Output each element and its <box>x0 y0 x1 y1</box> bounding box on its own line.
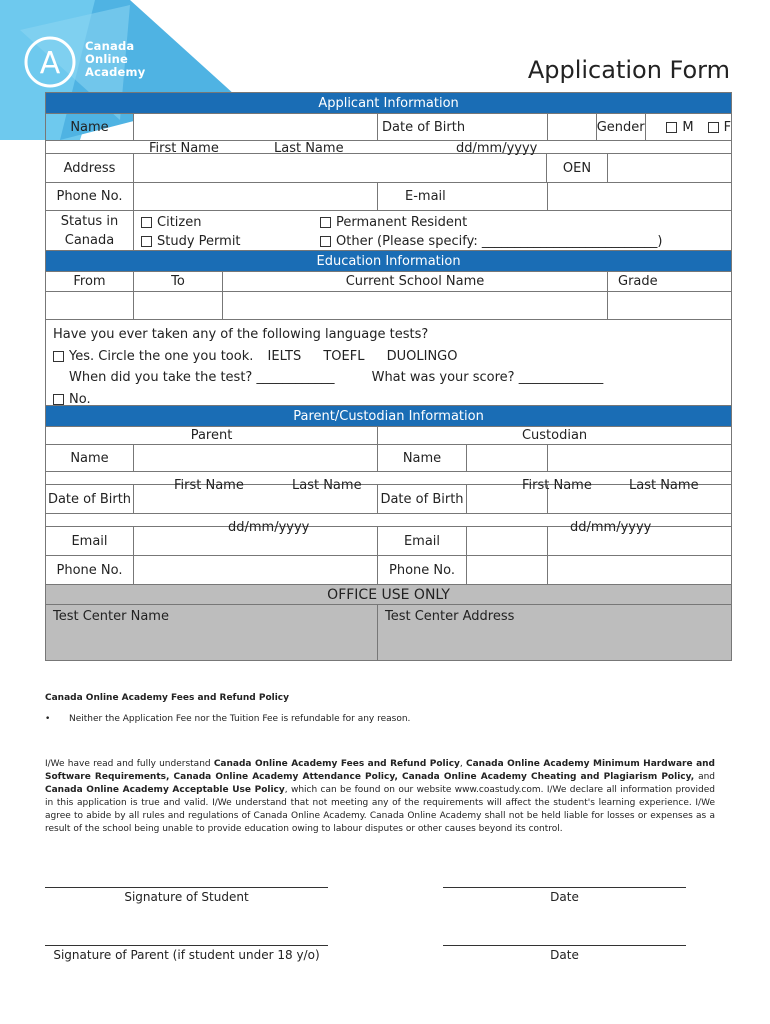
gender-f-checkbox[interactable] <box>708 122 719 133</box>
student-dob-field[interactable] <box>548 114 596 140</box>
parent-email-label: Email <box>46 527 134 556</box>
student-signature-label: Signature of Student <box>124 890 249 904</box>
ielts-option[interactable]: IELTS <box>267 348 302 364</box>
parent-phone-label: Phone No. <box>46 556 134 585</box>
logo-text: Canada Online Academy <box>85 39 146 79</box>
gender-label: Gender <box>596 114 645 140</box>
custodian-dob-format-hint: dd/mm/yyyy <box>570 520 652 535</box>
dob-label: Date of Birth <box>378 114 548 141</box>
language-test-yes-checkbox[interactable] <box>53 351 64 362</box>
declaration-paragraph: I/We have read and fully understand Canada Online Academy Fees and Refund Policy, Canada Online Academy Minimum Hardware and Software Requirements, Canada Online Academy Attendance Policy, Canada Online Academy Cheating and Plagiarism Policy, and Canada Online Academy Acceptable Use Policy, which can be found on our website www.coastudy.com. I/We declare all information provided in this application is true and valid. I/We understand that not meeting any of the requirements will affect the student's learning experience. I/We agree to abide by all rules and regulations of Canada Online Academy. Canada Online Academy shall not be held liable for losses or expenses as a result of the school being unable to provide education owing to labour disputes or other causes beyond its control. <box>45 759 716 834</box>
office-use-header: OFFICE USE ONLY <box>46 585 732 605</box>
toefl-option[interactable]: TOEFL <box>323 348 365 364</box>
email-field[interactable] <box>548 183 732 211</box>
custodian-last-name-hint: Last Name <box>629 478 699 493</box>
parent-dob-label: Date of Birth <box>46 485 134 514</box>
language-test-question: Have you ever taken any of the following language tests? <box>53 327 429 342</box>
last-name-hint: Last Name <box>274 141 344 156</box>
parent-signature-line[interactable] <box>45 945 328 946</box>
address-field[interactable] <box>134 154 546 182</box>
custodian-phone-field-ext[interactable] <box>548 556 732 585</box>
school-name-header: Current School Name <box>223 272 608 292</box>
dob-format-hint: dd/mm/yyyy <box>456 141 538 156</box>
custodian-dob-label: Date of Birth <box>380 491 464 507</box>
custodian-phone-label: Phone No. <box>389 562 455 578</box>
custodian-name-field[interactable] <box>466 445 547 471</box>
gender-m-label: M <box>682 119 694 135</box>
student-date-line[interactable] <box>443 887 686 888</box>
address-label: Address <box>46 154 134 183</box>
oen-field[interactable] <box>608 154 732 183</box>
custodian-email-label: Email <box>403 533 441 549</box>
parent-dob-format-hint: dd/mm/yyyy <box>228 520 310 535</box>
citizen-label: Citizen <box>157 215 202 230</box>
from-field[interactable] <box>46 292 134 320</box>
student-signature-line[interactable] <box>45 887 328 888</box>
status-label: Status in Canada <box>46 211 134 251</box>
grade-header: Grade <box>608 272 732 292</box>
custodian-name-label: Name <box>402 450 442 466</box>
parent-column-header: Parent <box>46 427 378 445</box>
other-status-checkbox[interactable] <box>320 236 331 247</box>
policy-bullet: • Neither the Application Fee nor the Tuition Fee is refundable for any reason. <box>45 714 411 724</box>
phone-field[interactable] <box>134 183 378 211</box>
grade-field[interactable] <box>608 292 732 320</box>
school-name-field[interactable] <box>223 292 608 320</box>
name-label: Name <box>46 114 134 141</box>
permanent-resident-checkbox[interactable] <box>320 217 331 228</box>
no-label: No. <box>69 391 91 407</box>
logo-letter: A <box>39 46 61 81</box>
test-score-prompt: What was your score? _____________ <box>371 370 604 385</box>
duolingo-option[interactable]: DUOLINGO <box>386 348 458 364</box>
parent-name-label: Name <box>46 445 134 472</box>
policy-heading: Canada Online Academy Fees and Refund Policy <box>45 693 290 703</box>
email-label: E-mail <box>378 183 548 211</box>
parent-first-name-hint: First Name <box>174 478 244 493</box>
gender-m-checkbox[interactable] <box>666 122 677 133</box>
other-status-label: Other (Please specify: ___________________________) <box>336 234 663 249</box>
oen-label: OEN <box>546 154 607 182</box>
gender-f-label: F <box>723 119 732 135</box>
parent-phone-field[interactable] <box>134 556 378 585</box>
student-date-label: Date <box>550 890 579 904</box>
test-center-address-label: Test Center Address <box>378 605 732 661</box>
parent-signature-label: Signature of Parent (if student under 18 y/o) <box>53 948 320 962</box>
parent-date-label: Date <box>550 948 579 962</box>
permanent-resident-label: Permanent Resident <box>336 215 468 230</box>
page-title: Application Form <box>527 56 730 84</box>
to-field[interactable] <box>134 292 223 320</box>
custodian-name-field-ext[interactable] <box>548 445 732 472</box>
parent-section-header: Parent/Custodian Information <box>46 406 732 427</box>
test-date-prompt: When did you take the test? ____________ <box>69 370 335 385</box>
custodian-first-name-hint: First Name <box>522 478 592 493</box>
from-header: From <box>46 272 134 292</box>
parent-last-name-hint: Last Name <box>292 478 362 493</box>
first-name-hint: First Name <box>149 141 219 156</box>
custodian-dob-field[interactable] <box>466 485 547 513</box>
yes-label: Yes. Circle the one you took. <box>69 348 254 364</box>
language-test-no-checkbox[interactable] <box>53 394 64 405</box>
applicant-section-header: Applicant Information <box>46 93 732 114</box>
education-section-header: Education Information <box>46 251 732 272</box>
student-name-field[interactable] <box>134 114 378 141</box>
test-center-name-label: Test Center Name <box>46 605 378 661</box>
study-permit-label: Study Permit <box>157 234 241 249</box>
application-form <box>45 92 732 661</box>
parent-date-line[interactable] <box>443 945 686 946</box>
custodian-column-header: Custodian <box>378 427 732 445</box>
custodian-email-field[interactable] <box>466 527 547 555</box>
citizen-checkbox[interactable] <box>141 217 152 228</box>
parent-name-field[interactable] <box>134 445 378 472</box>
phone-label: Phone No. <box>46 183 134 211</box>
to-header: To <box>134 272 223 292</box>
study-permit-checkbox[interactable] <box>141 236 152 247</box>
custodian-phone-field[interactable] <box>466 556 547 584</box>
